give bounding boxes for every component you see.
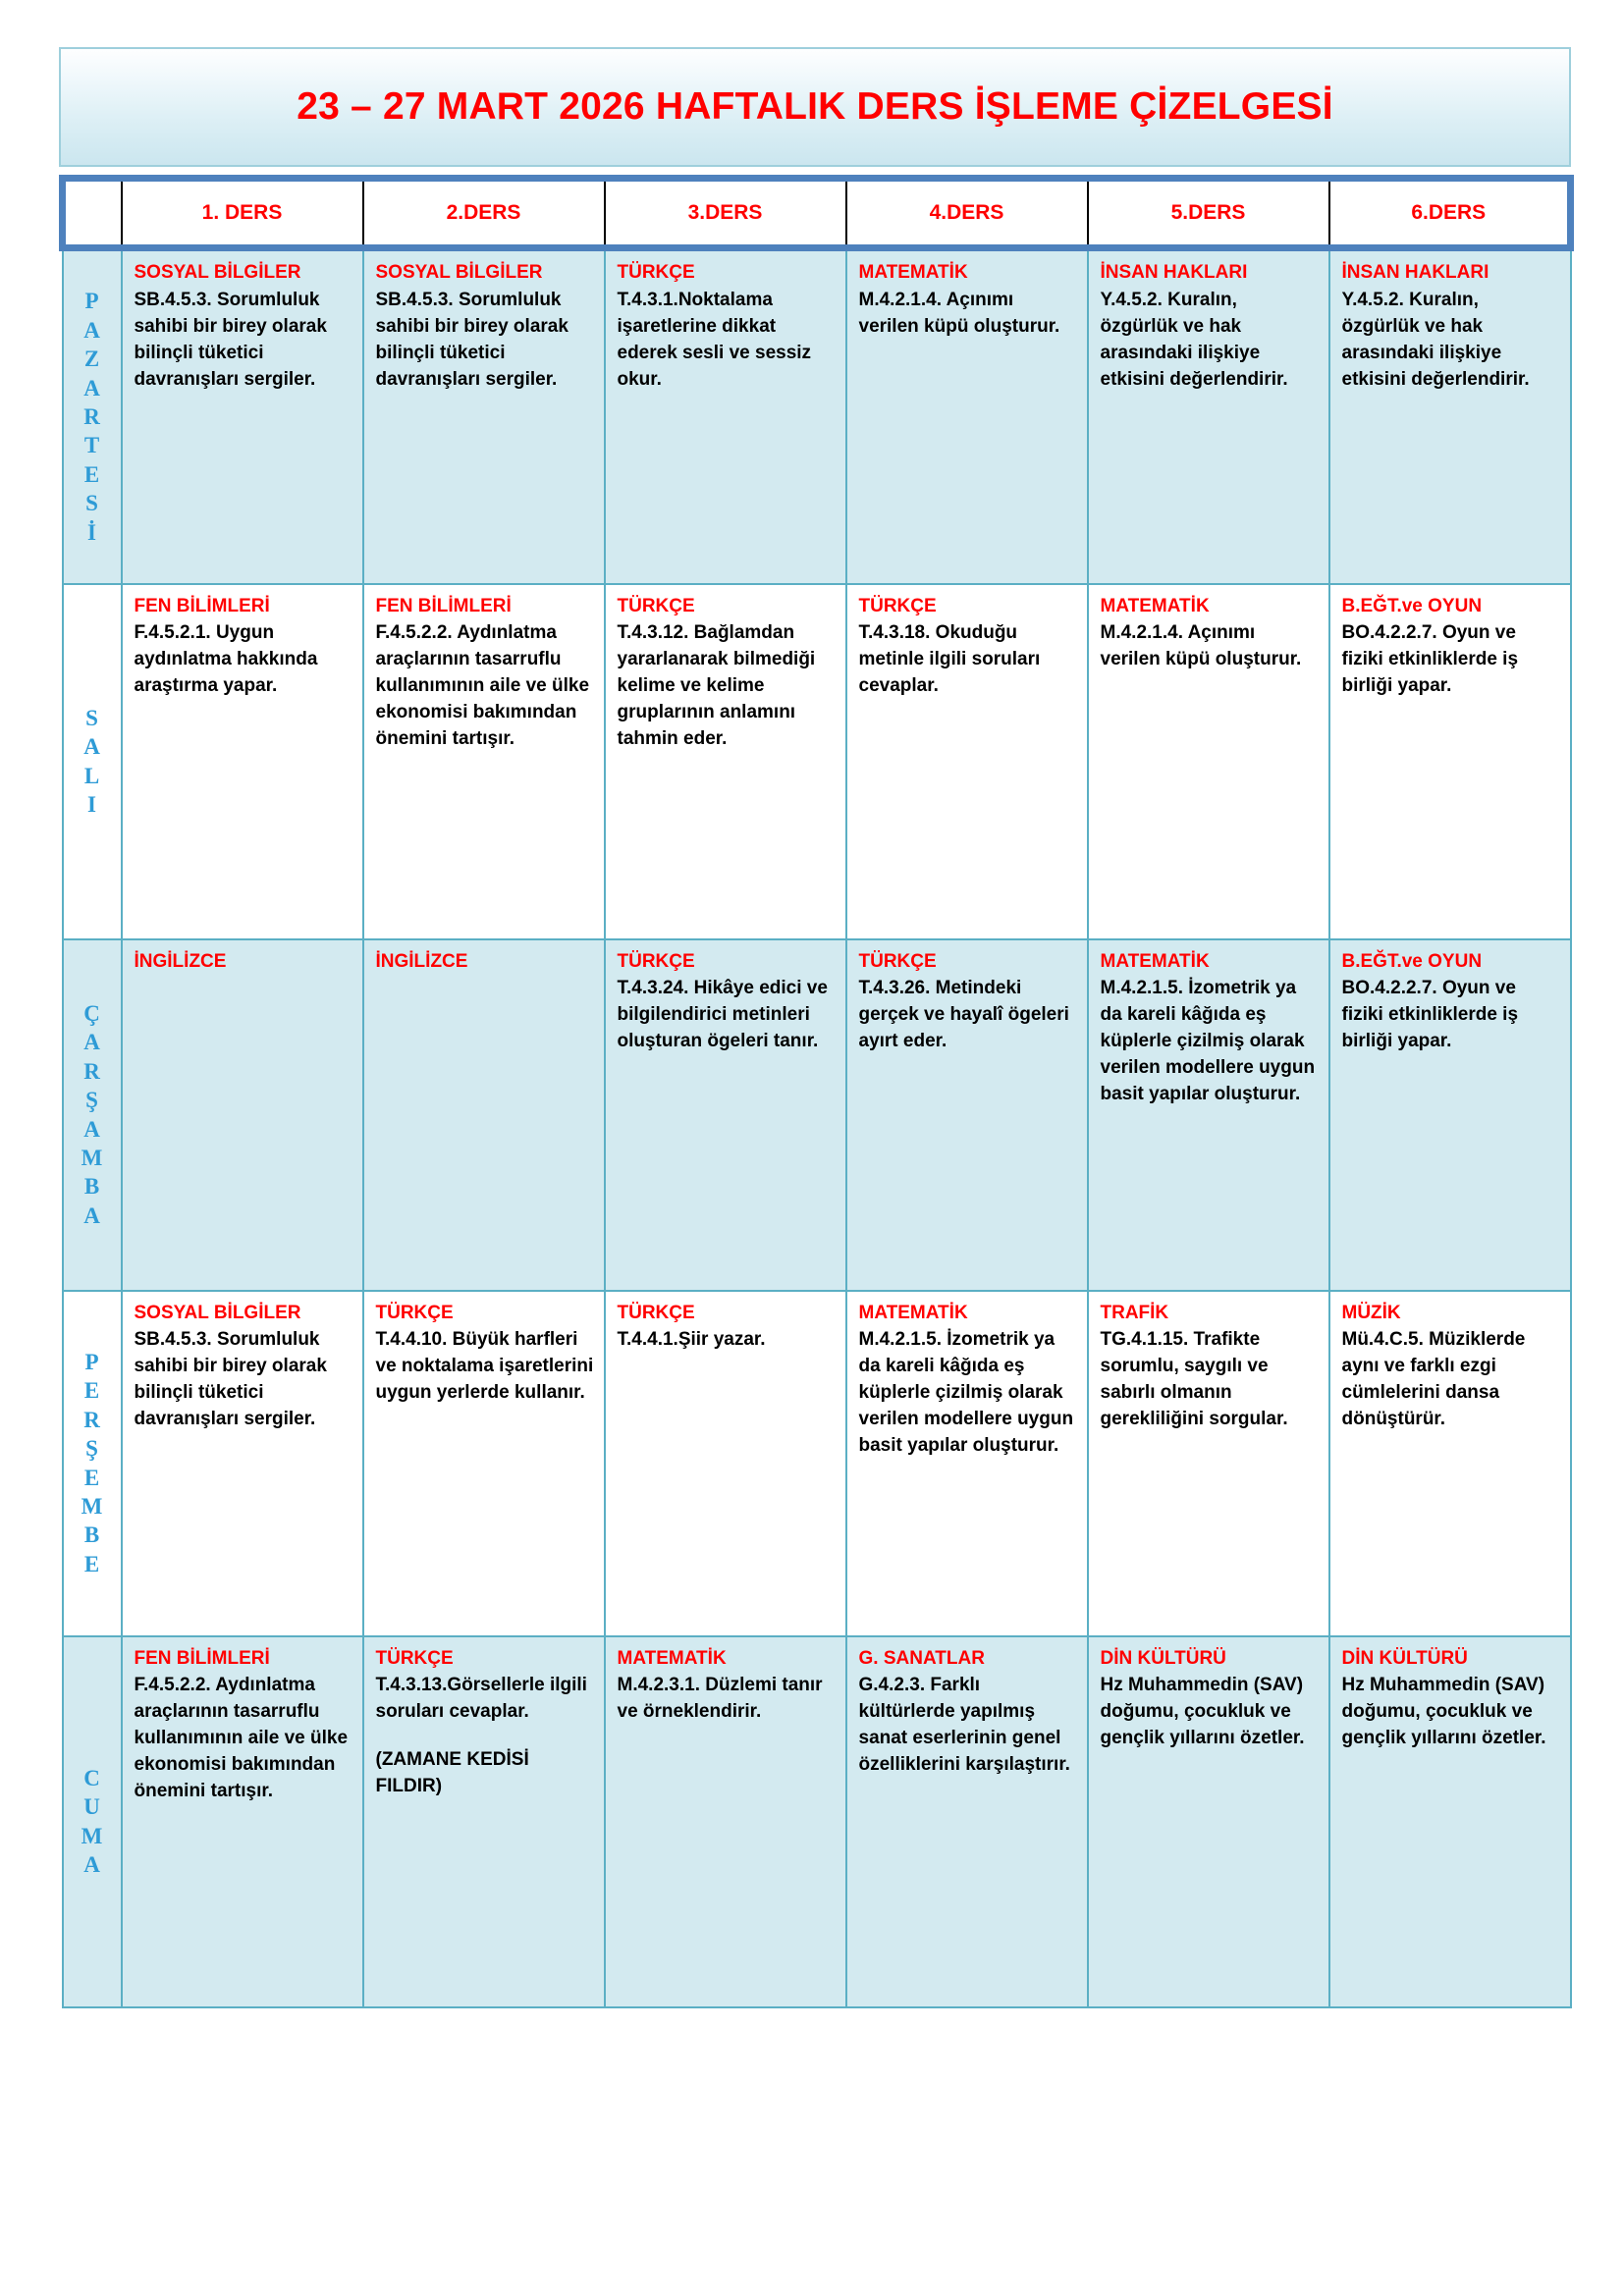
lesson-cell: [1329, 1291, 1571, 1636]
day-letter: A: [83, 1851, 100, 1877]
lesson-cell: [122, 1636, 363, 2007]
lesson-subject: FEN BİLİMLERİ: [134, 595, 270, 616]
lesson-objective-text: T.4.3.26. Metindeki gerçek ve hayalî ögeleri ayırt eder.: [858, 978, 1069, 1052]
day-letter: E: [83, 461, 100, 487]
lesson-subject: TÜRKÇE: [617, 950, 695, 972]
lesson-subject: TRAFİK: [1100, 1302, 1169, 1323]
column-header-label: 2.DERS: [446, 201, 521, 224]
lesson-objective: [1342, 976, 1560, 1055]
lesson-cell: [1088, 1636, 1329, 2007]
column-header-label: 1. DERS: [201, 201, 283, 224]
lesson-cell: [363, 1291, 605, 1636]
lesson-cell: [846, 1636, 1088, 2007]
column-header-row: [63, 179, 1571, 248]
header-cell-lesson-6: [1329, 179, 1571, 248]
day-letter: E: [83, 1378, 100, 1404]
day-letter: R: [83, 1058, 100, 1084]
day-letter: P: [84, 289, 99, 314]
lesson-cell: [122, 584, 363, 939]
lesson-objective-text: M.4.2.1.5. İzometrik ya da kareli kâğıda eş küplerle çizilmiş olarak verilen modellere uygun basit yapılar oluşturur.: [858, 1329, 1074, 1457]
day-letter: İ: [87, 519, 96, 545]
lesson-cell: [363, 584, 605, 939]
lesson-objective-text: TG.4.1.15. Trafikte sorumlu, saygılı ve sabırlı olmanın gerekliliğini sorgular.: [1100, 1329, 1288, 1430]
lesson-cell: [363, 248, 605, 584]
weekly-schedule-table: [59, 175, 1574, 2008]
header-cell-lesson-2: [363, 179, 605, 248]
lesson-subject: G. SANATLAR: [858, 1647, 985, 1669]
lesson-objective-text: M.4.2.1.5. İzometrik ya da kareli kâğıda eş küplerle çizilmiş olarak verilen modellere uygun basit yapılar oluşturur.: [1100, 978, 1316, 1105]
lesson-objective-text: SB.4.5.3. Sorumluluk sahibi bir birey olarak bilinçli tüketici davranışları sergiler.: [375, 289, 568, 390]
lesson-subject: DİN KÜLTÜRÜ: [1341, 1647, 1468, 1669]
lesson-cell: [1329, 1636, 1571, 2007]
lesson-objective: [859, 976, 1077, 1055]
lesson-subject: İNGİLİZCE: [375, 950, 468, 972]
day-letter: S: [85, 491, 98, 516]
lesson-objective: [618, 288, 836, 394]
lesson-objective: [618, 620, 836, 753]
day-letter: P: [84, 1349, 99, 1374]
lesson-objective: [1342, 1673, 1560, 1752]
header-cell-lesson-3: [605, 179, 846, 248]
lesson-cell: [122, 1291, 363, 1636]
lesson-subject: SOSYAL BİLGİLER: [134, 262, 301, 283]
lesson-subject: FEN BİLİMLERİ: [375, 595, 512, 616]
lesson-cell: [1088, 1291, 1329, 1636]
day-letter: M: [81, 1493, 103, 1519]
lesson-objective: [618, 976, 836, 1055]
lesson-cell: [846, 584, 1088, 939]
day-label-vertical: [64, 1764, 121, 1880]
lesson-objective: [135, 620, 352, 700]
lesson-cell: [605, 1291, 846, 1636]
day-letter: B: [83, 1174, 100, 1200]
day-letter: A: [83, 1030, 100, 1055]
lesson-objective: [859, 288, 1077, 341]
day-letter: A: [83, 1116, 100, 1142]
day-label-cell: [63, 1291, 122, 1636]
lesson-objective: [376, 288, 594, 394]
lesson-objective: [1101, 976, 1319, 1108]
day-letter: S: [85, 705, 98, 730]
lesson-objective: [1101, 1327, 1319, 1433]
lesson-subject: MATEMATİK: [1100, 595, 1210, 616]
lesson-subject: B.EĞT.ve OYUN: [1341, 950, 1483, 972]
header-cell-lesson-1: [122, 179, 363, 248]
lesson-objective-text: SB.4.5.3. Sorumluluk sahibi bir birey olarak bilinçli tüketici davranışları sergiler.: [134, 1329, 327, 1430]
day-label-vertical: [64, 1348, 121, 1579]
lesson-subject: İNSAN HAKLARI: [1341, 262, 1489, 283]
day-letter: M: [81, 1823, 103, 1848]
lesson-objective-text: T.4.3.13.Görsellerle ilgili soruları cevaplar.: [375, 1675, 587, 1723]
lesson-objective-text: G.4.2.3. Farklı kültürlerde yapılmış sanat eserlerinin genel özelliklerini karşılaştırır.: [858, 1675, 1070, 1776]
lesson-subject: MATEMATİK: [617, 1647, 727, 1669]
day-letter: A: [83, 375, 100, 400]
lesson-subject: TÜRKÇE: [375, 1302, 454, 1323]
lesson-subject: MATEMATİK: [1100, 950, 1210, 972]
lesson-objective-text: M.4.2.1.4. Açınımı verilen küpü oluşturur.: [858, 289, 1060, 337]
lesson-objective-text: M.4.2.3.1. Düzlemi tanır ve örneklendirir.: [617, 1675, 823, 1723]
lesson-subject: MATEMATİK: [858, 262, 968, 283]
lesson-subject: TÜRKÇE: [858, 595, 937, 616]
lesson-subject: SOSYAL BİLGİLER: [375, 262, 543, 283]
lesson-objective: [1342, 288, 1560, 394]
day-label-cell: [63, 584, 122, 939]
lesson-objective-text: Mü.4.C.5. Müziklerde aynı ve farklı ezgi cümlelerini dansa dönüştürür.: [1341, 1329, 1526, 1430]
lesson-objective: [859, 1327, 1077, 1460]
schedule-table-body: [63, 248, 1571, 2007]
day-letter: Ş: [85, 1088, 98, 1113]
schedule-row-sali: [63, 584, 1571, 939]
lesson-cell: [605, 1636, 846, 2007]
lesson-cell: [1088, 939, 1329, 1291]
day-letter: A: [83, 734, 100, 760]
day-letter: E: [83, 1465, 100, 1490]
lesson-subject: TÜRKÇE: [375, 1647, 454, 1669]
lesson-cell: [846, 1291, 1088, 1636]
header-cell-lesson-5: [1088, 179, 1329, 248]
lesson-objective: [1101, 1673, 1319, 1752]
lesson-cell: [846, 939, 1088, 1291]
lesson-objective-text: F.4.5.2.1. Uygun aydınlatma hakkında araştırma yapar.: [134, 622, 318, 697]
lesson-subject: TÜRKÇE: [617, 1302, 695, 1323]
lesson-objective: [376, 620, 594, 753]
lesson-objective: [1101, 288, 1319, 394]
day-letter: Ş: [85, 1436, 98, 1462]
column-header-label: 3.DERS: [687, 201, 763, 224]
lesson-subject: FEN BİLİMLERİ: [134, 1647, 270, 1669]
lesson-objective: [859, 1673, 1077, 1779]
schedule-row-cuma: [63, 1636, 1571, 2007]
lesson-objective: [1101, 620, 1319, 673]
lesson-objective-text: M.4.2.1.4. Açınımı verilen küpü oluşturur.: [1100, 622, 1302, 670]
page-title: 23 – 27 MART 2026 HAFTALIK DERS İŞLEME ÇİZELGESİ: [297, 85, 1333, 128]
lesson-subject: TÜRKÇE: [858, 950, 937, 972]
lesson-subject: MATEMATİK: [858, 1302, 968, 1323]
day-letter: U: [83, 1794, 100, 1820]
lesson-objective: [135, 1327, 352, 1433]
lesson-objective-note: (ZAMANE KEDİSİ FILDIR): [375, 1749, 529, 1797]
day-label-cell: [63, 1636, 122, 2007]
lesson-objective-text: BO.4.2.2.7. Oyun ve fiziki etkinliklerde iş birliği yapar.: [1341, 978, 1519, 1052]
lesson-objective: [135, 288, 352, 394]
lesson-objective-text: F.4.5.2.2. Aydınlatma araçlarının tasarruflu kullanımının aile ve ülke ekonomisi bakımından önemini tartışır.: [134, 1675, 349, 1802]
lesson-cell: [363, 939, 605, 1291]
day-label-cell: [63, 939, 122, 1291]
lesson-objective: [376, 1673, 594, 1800]
lesson-cell: [1329, 584, 1571, 939]
lesson-objective-text: T.4.3.24. Hikâye edici ve bilgilendirici metinleri oluşturan ögeleri tanır.: [617, 978, 828, 1052]
day-letter: M: [81, 1145, 103, 1170]
column-header-label: 5.DERS: [1170, 201, 1246, 224]
lesson-objective: [859, 620, 1077, 700]
lesson-objective: [376, 1327, 594, 1407]
lesson-objective: [1342, 1327, 1560, 1433]
lesson-objective-text: Y.4.5.2. Kuralın, özgürlük ve hak arasındaki ilişkiye etkisini değerlendirir.: [1341, 289, 1530, 390]
lesson-subject: İNGİLİZCE: [134, 950, 227, 972]
day-label-vertical: [64, 287, 121, 547]
day-letter: Ç: [83, 1000, 100, 1026]
day-letter: I: [87, 791, 96, 817]
lesson-objective-text: T.4.3.1.Noktalama işaretlerine dikkat ederek sesli ve sessiz okur.: [617, 289, 812, 390]
day-letter: C: [83, 1765, 100, 1790]
day-letter: R: [83, 1407, 100, 1432]
header-cell-day: [63, 179, 122, 248]
schedule-table-head: [63, 179, 1571, 248]
lesson-objective-text: F.4.5.2.2. Aydınlatma araçlarının tasarruflu kullanımının aile ve ülke ekonomisi bakımından önemini tartışır.: [375, 622, 590, 750]
day-letter: R: [83, 404, 100, 430]
schedule-row-çarşamba: [63, 939, 1571, 1291]
lesson-cell: [605, 584, 846, 939]
day-letter: Z: [83, 347, 100, 372]
lesson-objective: [618, 1327, 836, 1354]
schedule-row-perşembe: [63, 1291, 1571, 1636]
lesson-objective-text: T.4.4.1.Şiir yazar.: [617, 1329, 766, 1351]
day-letter: T: [83, 433, 100, 458]
lesson-cell: [1088, 584, 1329, 939]
lesson-objective-text: BO.4.2.2.7. Oyun ve fiziki etkinliklerde iş birliği yapar.: [1341, 622, 1519, 697]
day-letter: A: [83, 1202, 100, 1228]
day-letter: L: [83, 763, 100, 788]
header-cell-lesson-4: [846, 179, 1088, 248]
day-label-vertical: [64, 704, 121, 820]
lesson-subject: DİN KÜLTÜRÜ: [1100, 1647, 1226, 1669]
lesson-subject: İNSAN HAKLARI: [1100, 262, 1248, 283]
lesson-subject: TÜRKÇE: [617, 262, 695, 283]
lesson-objective-text: T.4.3.18. Okuduğu metinle ilgili soruları cevaplar.: [858, 622, 1041, 697]
day-letter: B: [83, 1522, 100, 1548]
lesson-cell: [1329, 939, 1571, 1291]
schedule-row-pazartesi̇: [63, 248, 1571, 584]
lesson-objective: [618, 1673, 836, 1726]
column-header-label: 4.DERS: [929, 201, 1004, 224]
day-letter: A: [83, 317, 100, 343]
day-label-cell: [63, 248, 122, 584]
lesson-cell: [605, 939, 846, 1291]
lesson-cell: [605, 248, 846, 584]
lesson-objective-text: SB.4.5.3. Sorumluluk sahibi bir birey olarak bilinçli tüketici davranışları sergiler.: [134, 289, 327, 390]
lesson-objective-text: Hz Muhammedin (SAV) doğumu, çocukluk ve gençlik yıllarını özetler.: [1341, 1675, 1546, 1749]
day-label-vertical: [64, 999, 121, 1231]
day-letter: E: [83, 1551, 100, 1576]
lesson-objective-text: Y.4.5.2. Kuralın, özgürlük ve hak arasındaki ilişkiye etkisini değerlendirir.: [1100, 289, 1288, 390]
lesson-cell: [846, 248, 1088, 584]
lesson-subject: B.EĞT.ve OYUN: [1341, 595, 1483, 616]
lesson-subject: SOSYAL BİLGİLER: [134, 1302, 301, 1323]
lesson-subject: TÜRKÇE: [617, 595, 695, 616]
lesson-objective-text: T.4.3.12. Bağlamdan yararlanarak bilmediği kelime ve kelime gruplarının anlamını tahmin eder.: [617, 622, 816, 750]
lesson-objective-text: T.4.4.10. Büyük harfleri ve noktalama işaretlerini uygun yerlerde kullanır.: [375, 1329, 594, 1404]
document-title-banner: [59, 47, 1571, 167]
lesson-cell: [1088, 248, 1329, 584]
lesson-cell: [363, 1636, 605, 2007]
lesson-objective: [1342, 620, 1560, 700]
lesson-objective-text: Hz Muhammedin (SAV) doğumu, çocukluk ve gençlik yıllarını özetler.: [1100, 1675, 1305, 1749]
lesson-cell: [122, 248, 363, 584]
lesson-subject: MÜZİK: [1341, 1302, 1401, 1323]
lesson-objective: [135, 1673, 352, 1805]
column-header-label: 6.DERS: [1411, 201, 1487, 224]
lesson-cell: [1329, 248, 1571, 584]
lesson-cell: [122, 939, 363, 1291]
